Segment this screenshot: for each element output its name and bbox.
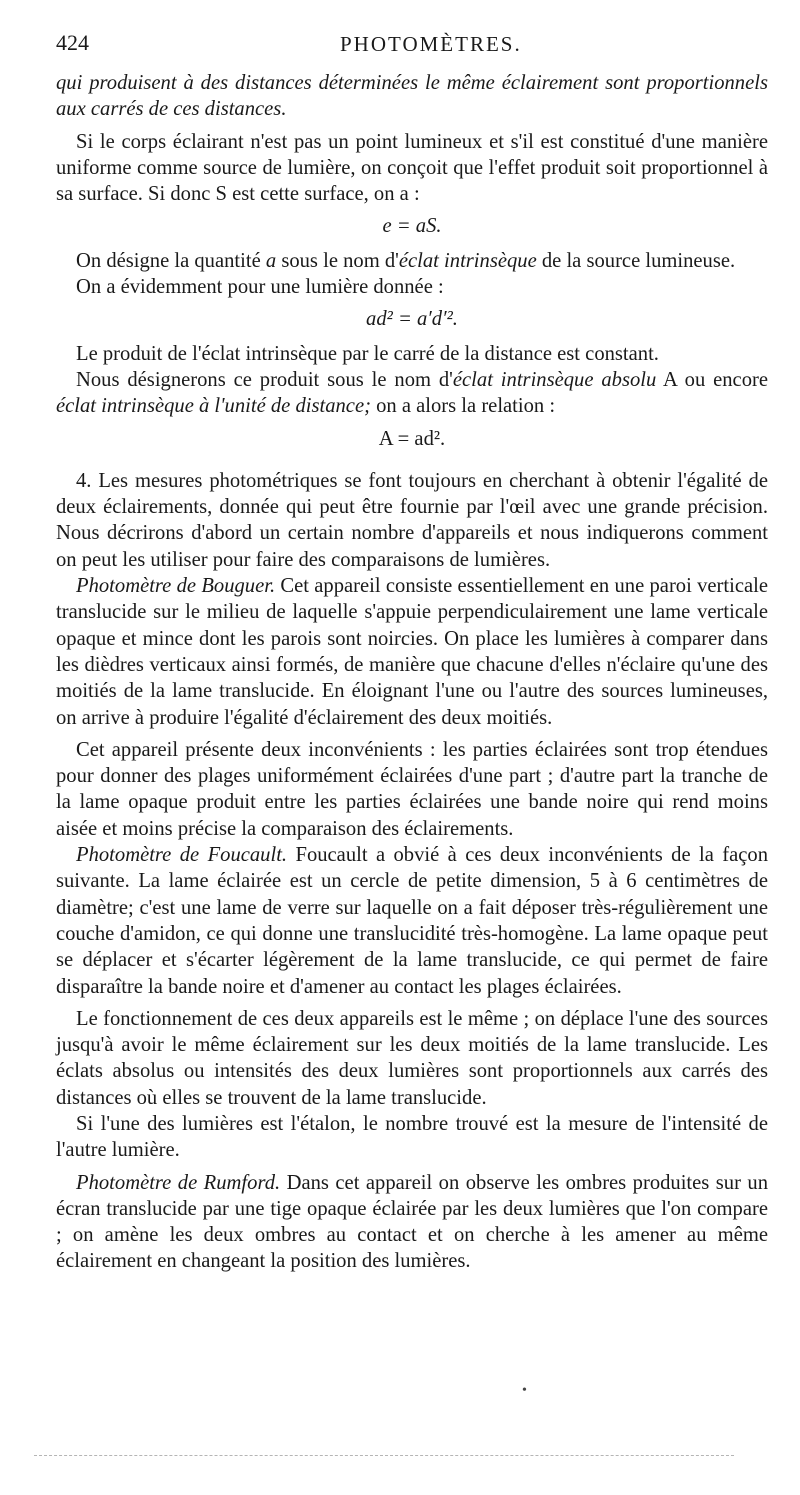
body-text (56, 70, 768, 1275)
page-number: 424 (56, 30, 89, 55)
paragraph-produit-constant: Le produit de l'éclat intrinsèque par le carré de la distance est constant. (76, 342, 659, 365)
paragraph-foucault: Photomètre de Foucault. Foucault a obvié à ces deux inconvénients de la façon suivante. La lame éclairée est un cercle de petite dimension, 5 à 6 centimètres de diamètre; c'est une lame de verre sur laquelle on a fait déposer très-régulièrement une couche d'amidon, ce qui donne une translucidité très-homogène. La lame opaque peut se déplacer et s'écarter légèrement de la lame translucide, ce qui permet de faire disparaître la bande noire et d'amener au contact les plages éclairées. (56, 844, 768, 998)
paragraph-eclat-absolu: Nous désignerons ce produit sous le nom d'éclat intrinsèque absolu A ou encore éclat intrinsèque à l'unité de distance; on a alors la relation : (56, 368, 768, 418)
running-title: PHOTOMÈTRES. (340, 32, 522, 56)
footer-rule (34, 1455, 734, 1456)
formula-A-ad2: A = ad². (378, 427, 446, 450)
paragraph-continuation: qui produisent à des distances déterminées le même éclairement sont proportionnels aux carrés de ces distances. (56, 72, 768, 121)
formula-e-aS: e = aS. (382, 215, 442, 238)
paragraph-bouguer: Photomètre de Bouguer. Cet appareil consiste essentiellement en une paroi verticale translucide sur le milieu de laquelle s'appuie perpendiculairement une lame verticale opaque et mince dont les parois sont noircies. On place les lumières à comparer dans les dièdres verticaux ainsi formés, de manière que chacune d'elles n'éclaire qu'une des moitiés de la lame translucide. En éloignant l'une ou l'autre des sources lumineuses, on arrive à produire l'égalité d'éclairement des deux moitiés. (56, 575, 768, 729)
paragraph-etalon: Si l'une des lumières est l'étalon, le nombre trouvé est la mesure de l'intensité de l'autre lumière. (56, 1112, 768, 1162)
paragraph-inconvenients: Cet appareil présente deux inconvénients : les parties éclairées sont trop étendues pour donner des plages uniformément éclairées d'une part ; d'autre part la tranche de la lame opaque produit entre les parties éclairées une bande noire qui rend moins aisée et moins précise la comparaison des éclairements. (56, 738, 768, 840)
formula-ad2: ad² = a′d′². (366, 308, 458, 331)
paragraph-section-4: 4. Les mesures photométriques se font toujours en cherchant à obtenir l'égalité de deux éclairements, donnée qui peut être fournie par l'œil avec une grande précision. Nous décrirons d'abord un certain nombre d'appareils et nous indiquerons comment on peut les utiliser pour faire des comparaisons de lumières. (56, 469, 768, 571)
paragraph-lumiere-donnee: On a évidemment pour une lumière donnée : (76, 276, 444, 299)
paragraph-surface: Si le corps éclairant n'est pas un point lumineux et s'il est constitué d'une manière uniforme comme source de lumière, on conçoit que l'effet produit soit proportionnel à sa surface. Si donc S est cette surface, on a : (56, 130, 768, 206)
paragraph-fonctionnement: Le fonctionnement de ces deux appareils est le même ; on déplace l'une des sources jusqu'à avoir le même éclairement sur les deux moitiés de la lame translucide. Les éclats absolus ou intensités des deux lumières sont proportionnels aux carrés des distances où elles se trouvent de la lame translucide. (56, 1007, 768, 1109)
paragraph-rumford: Photomètre de Rumford. Dans cet appareil on observe les ombres produites sur un écran translucide par une tige opaque éclairée par les deux lumières que l'on compare ; on amène les deux ombres au contact et on cherche à les amener au même éclairement en changeant la position des lumières. (56, 1171, 769, 1273)
print-dot: • (522, 1383, 527, 1398)
paragraph-eclat-intrinseque: On désigne la quantité a sous le nom d'éclat intrinsèque de la source lumineuse. (76, 249, 736, 272)
page-header (56, 30, 760, 62)
